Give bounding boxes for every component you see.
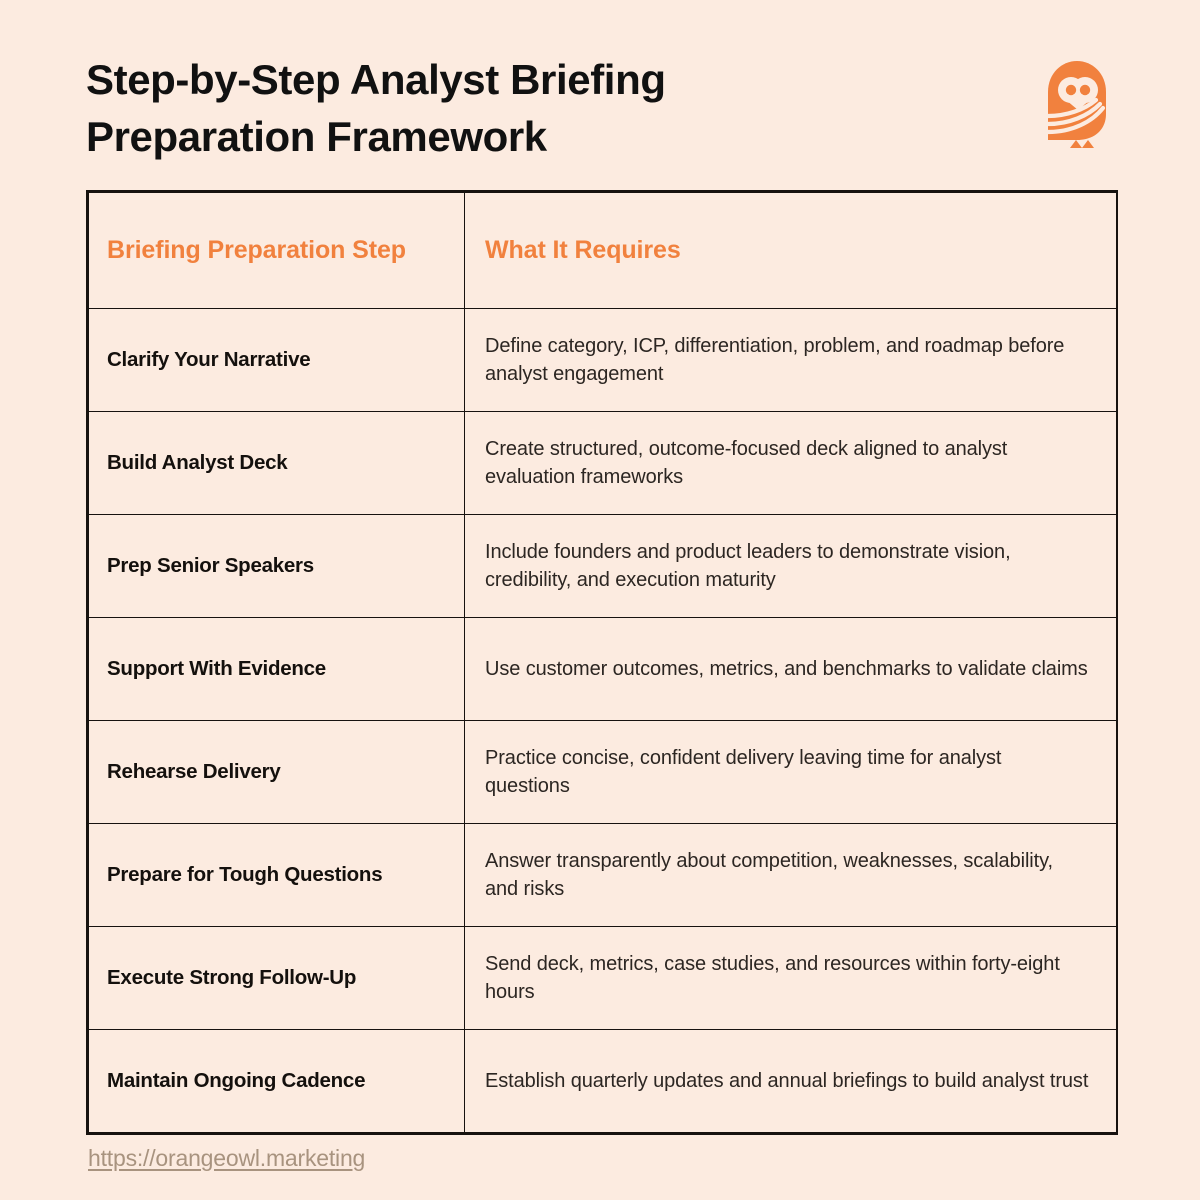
cell-step: Clarify Your Narrative xyxy=(89,309,465,412)
cell-requires: Include founders and product leaders to demonstrate vision, credibility, and execution maturity xyxy=(465,515,1117,618)
orange-owl-logo-icon xyxy=(1036,58,1118,150)
table-row xyxy=(89,309,1117,412)
page-title-line-1: Step-by-Step Analyst Briefing xyxy=(86,56,666,103)
cell-step: Prepare for Tough Questions xyxy=(89,824,465,927)
page-title xyxy=(86,52,666,165)
table-header-row xyxy=(89,193,1117,309)
column-header-requires: What It Requires xyxy=(465,193,1117,309)
table-row xyxy=(89,1030,1117,1133)
footer-url-link[interactable]: https://orangeowl.marketing xyxy=(88,1145,366,1171)
table-row xyxy=(89,927,1117,1030)
cell-requires: Use customer outcomes, metrics, and benchmarks to validate claims xyxy=(465,618,1117,721)
cell-requires: Define category, ICP, differentiation, problem, and roadmap before analyst engagement xyxy=(465,309,1117,412)
column-header-step: Briefing Preparation Step xyxy=(89,193,465,309)
table-row xyxy=(89,721,1117,824)
cell-requires: Answer transparently about competition, weaknesses, scalability, and risks xyxy=(465,824,1117,927)
cell-step: Rehearse Delivery xyxy=(89,721,465,824)
cell-requires: Establish quarterly updates and annual briefings to build analyst trust xyxy=(465,1030,1117,1133)
cell-step: Maintain Ongoing Cadence xyxy=(89,1030,465,1133)
cell-requires: Create structured, outcome-focused deck aligned to analyst evaluation frameworks xyxy=(465,412,1117,515)
cell-step: Build Analyst Deck xyxy=(89,412,465,515)
table-header xyxy=(89,193,1117,309)
page-footer xyxy=(88,1145,365,1172)
page-header xyxy=(86,52,1140,165)
table-body xyxy=(89,309,1117,1133)
cell-step: Execute Strong Follow-Up xyxy=(89,927,465,1030)
framework-table xyxy=(86,190,1118,1135)
cell-step: Prep Senior Speakers xyxy=(89,515,465,618)
table-row xyxy=(89,824,1117,927)
table-row xyxy=(89,412,1117,515)
cell-requires: Practice concise, confident delivery leaving time for analyst questions xyxy=(465,721,1117,824)
cell-step: Support With Evidence xyxy=(89,618,465,721)
page-title-line-2: Preparation Framework xyxy=(86,112,547,160)
cell-requires: Send deck, metrics, case studies, and resources within forty-eight hours xyxy=(465,927,1117,1030)
table-row xyxy=(89,618,1117,721)
table-row xyxy=(89,515,1117,618)
